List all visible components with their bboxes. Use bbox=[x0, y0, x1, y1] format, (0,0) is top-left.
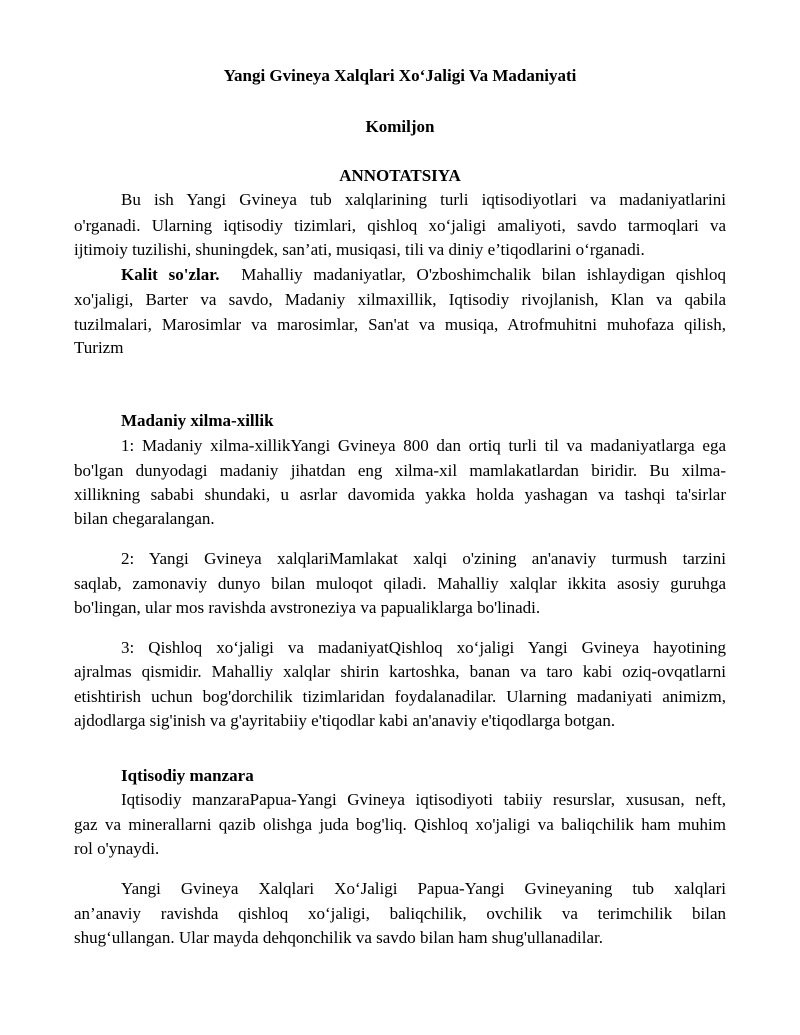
paragraph-line: etishtirish uchun bog'dorchilik tizimlaridan foydalanadilar. Ularning madaniyati animizm, bbox=[74, 687, 726, 706]
keywords-line: tuzilmalari, Marosimlar va marosimlar, San'at va musiqa, Atrofmuhitni muhofaza qilish, bbox=[74, 315, 726, 334]
paragraph-line: gaz va minerallarni qazib olishga juda bog'liq. Qishloq xo'jaligi va baliqchilik ham muhim bbox=[74, 815, 726, 834]
annotation-line: o'rganadi. Ularning iqtisodiy tizimlari, qishloq xo‘jaligi amaliyoti, savdo tarmoqlari va bbox=[74, 216, 726, 235]
paragraph-line: saqlab, zamonaviy dunyo bilan muloqot qiladi. Mahalliy xalqlar ikkita asosiy guruhga bbox=[74, 574, 726, 593]
document-title: Yangi Gvineya Xalqlari Xo‘Jaligi Va Madaniyati bbox=[223, 66, 577, 85]
section-heading-cultural-diversity: Madaniy xilma-xillik bbox=[121, 411, 274, 430]
annotation-heading: ANNOTATSIYA bbox=[339, 166, 461, 185]
paragraph-line: ajralmas qismidir. Mahalliy xalqlar shirin kartoshka, banan va taro kabi oziq-ovqatlarni bbox=[74, 662, 726, 681]
paragraph-line: 3: Qishloq xo‘jaligi va madaniyatQishloq xo‘jaligi Yangi Gvineya hayotining bbox=[121, 638, 726, 657]
section-heading-economic-landscape: Iqtisodiy manzara bbox=[121, 766, 254, 785]
paragraph-line: Iqtisodiy manzaraPapua-Yangi Gvineya iqtisodiyoti tabiiy resurslar, xususan, neft, bbox=[121, 790, 726, 809]
paragraph-line: bilan chegaralangan. bbox=[74, 509, 215, 528]
paragraph-line: Yangi Gvineya Xalqlari Xo‘Jaligi Papua-Yangi Gvineyaning tub xalqlari bbox=[121, 879, 726, 898]
paragraph-line: bo'lingan, ular mos ravishda avstroneziya va papualiklarga bo'linadi. bbox=[74, 598, 541, 617]
paragraph-line: 2: Yangi Gvineya xalqlariMamlakat xalqi o'zining an'anaviy turmush tarzini bbox=[121, 549, 726, 568]
annotation-line: ijtimoiy tuzilishi, shuningdek, san’ati, musiqasi, tili va diniy e’tiqodlarini o‘rganadi. bbox=[74, 240, 645, 259]
keywords-line: xo'jaligi, Barter va savdo, Madaniy xilmaxillik, Iqtisodiy rivojlanish, Klan va qabila bbox=[74, 290, 726, 309]
paragraph-line: an’anaviy ravishda qishloq xo‘jaligi, baliqchilik, ovchilik va terimchilik bilan bbox=[74, 904, 726, 923]
keywords-line: Turizm bbox=[74, 338, 124, 357]
keywords-text: Mahalliy madaniyatlar, O'zboshimchalik bilan ishlaydigan qishloq bbox=[241, 265, 726, 284]
keywords-label: Kalit so'zlar. bbox=[121, 265, 220, 284]
annotation-line: Bu ish Yangi Gvineya tub xalqlarining turli iqtisodiyotlari va madaniyatlarini bbox=[121, 190, 726, 209]
author-name: Komiljon bbox=[365, 117, 435, 136]
paragraph-line: rol o'ynaydi. bbox=[74, 839, 160, 858]
paragraph-line: xillikning sababi shundaki, u asrlar davomida yakka holda yashagan va tashqi ta'sirlar bbox=[74, 485, 726, 504]
keywords-line bbox=[121, 265, 726, 285]
paragraph-line: ajdodlarga sig'inish va g'ayritabiiy e'tiqodlar kabi an'anaviy e'tiqodlarga botgan. bbox=[74, 711, 616, 730]
paragraph-line: shug‘ullangan. Ular mayda dehqonchilik va savdo bilan ham shug'ullanadilar. bbox=[74, 928, 603, 947]
paragraph-line: 1: Madaniy xilma-xillikYangi Gvineya 800 dan ortiq turli til va madaniyatlarga ega bbox=[121, 436, 726, 455]
paragraph-line: bo'lgan dunyodagi madaniy jihatdan eng xilma-xil mamlakatlardan biridir. Bu xilma- bbox=[74, 461, 726, 480]
